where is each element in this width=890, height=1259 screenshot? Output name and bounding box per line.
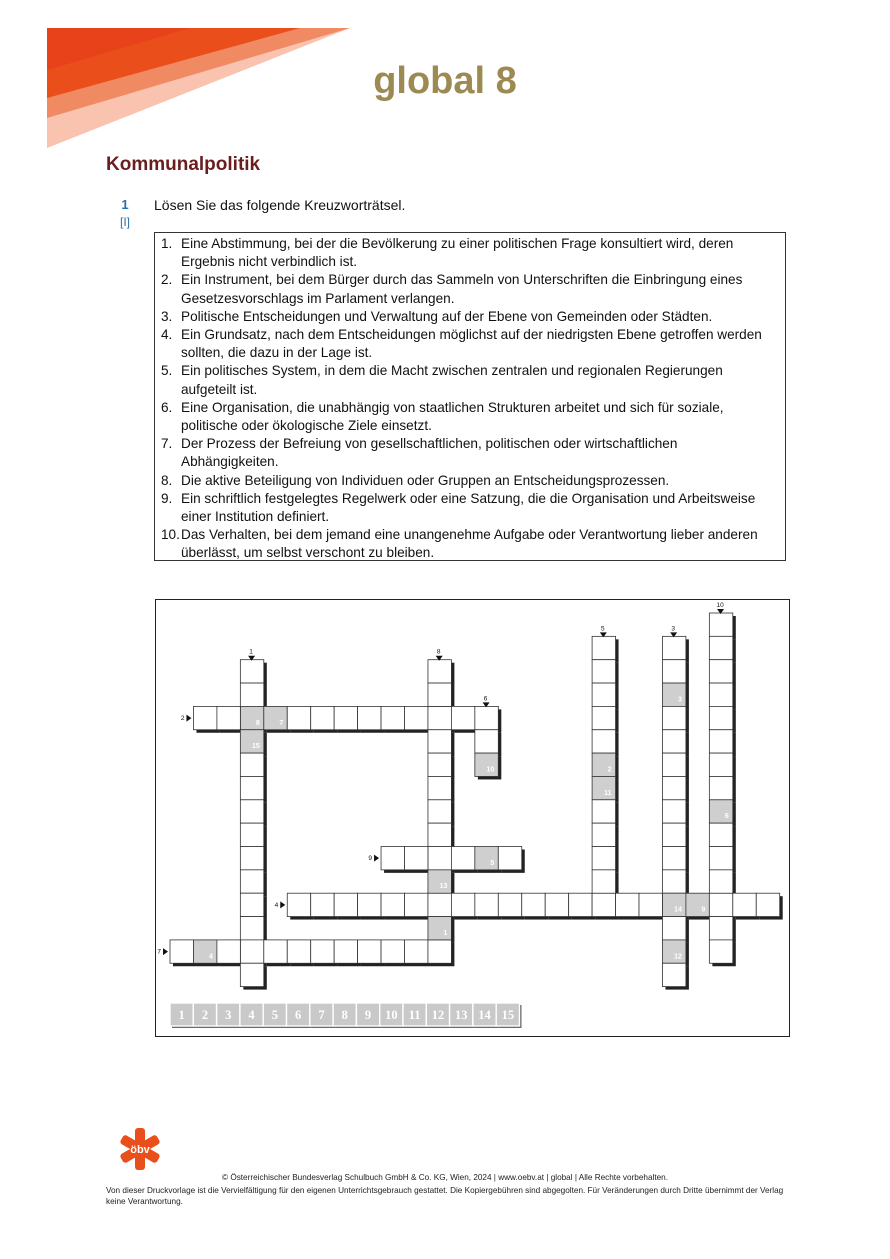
crossword-cell[interactable] (592, 636, 615, 659)
solution-cell[interactable] (428, 917, 451, 940)
clue-number: 3. (161, 308, 173, 324)
crossword-cell[interactable] (662, 730, 685, 753)
crossword-cell[interactable] (311, 893, 334, 916)
solution-slot-number: 13 (455, 1008, 468, 1022)
clue-number: 1. (161, 236, 173, 251)
clue-text: Ein Grundsatz, nach dem Entscheidungen möglichst auf der niedrigsten Ebene getroffen werden sollten, die dazu in der Lage ist. (181, 327, 762, 361)
solution-slot-number: 11 (408, 1008, 421, 1022)
word-label: 9 (368, 855, 373, 863)
crossword-cell[interactable] (451, 847, 474, 870)
crossword-cell[interactable] (709, 847, 732, 870)
crossword-cell[interactable] (709, 753, 732, 776)
solution-slot-number: 14 (478, 1008, 491, 1022)
crossword-cell[interactable] (709, 917, 732, 940)
crossword-cell[interactable] (240, 917, 263, 940)
clue-text: Politische Entscheidungen und Verwaltung auf der Ebene von Gemeinden oder Städten. (181, 308, 713, 324)
crossword-cell[interactable] (592, 893, 615, 916)
oebv-logo-text: öbv (130, 1144, 150, 1156)
crossword-cell[interactable] (451, 893, 474, 916)
crossword-cell[interactable] (217, 940, 240, 963)
crossword-cell[interactable] (240, 683, 263, 706)
clue-item (161, 271, 777, 307)
crossword-cell[interactable] (240, 870, 263, 893)
crossword-cell[interactable] (428, 706, 451, 729)
clue-item (161, 399, 777, 435)
crossword-cell[interactable] (170, 940, 193, 963)
word-label: 4 (274, 901, 279, 909)
solution-slot-number: 4 (248, 1008, 255, 1022)
clue-number: 6. (161, 399, 173, 415)
crossword-cell[interactable] (405, 893, 428, 916)
crossword-cell[interactable] (709, 776, 732, 799)
solution-cell[interactable] (686, 893, 709, 916)
crossword-cell[interactable] (662, 823, 685, 846)
clue-item (161, 490, 777, 526)
clue-text: Eine Organisation, die unabhängig von staatlichen Strukturen arbeitet und sich für soziale, politische oder ökologische Ziele einsetzt. (181, 399, 724, 434)
clue-item (161, 435, 777, 471)
clue-number: 4. (161, 327, 173, 343)
crossword-cell[interactable] (662, 636, 685, 659)
word-label: 1 (249, 648, 253, 656)
crossword-cell[interactable] (240, 660, 263, 683)
crossword-cell[interactable] (358, 706, 381, 729)
crossword-cell[interactable] (569, 893, 592, 916)
crossword-cell[interactable] (334, 940, 357, 963)
clue-item (161, 308, 777, 326)
crossword-cell[interactable] (428, 683, 451, 706)
crossword-cell[interactable] (662, 963, 685, 986)
task-number: 1 (121, 197, 129, 212)
solution-cell[interactable] (709, 800, 732, 823)
solution-slot-number: 12 (431, 1008, 445, 1022)
crossword-cell[interactable] (428, 823, 451, 846)
crossword-cell[interactable] (428, 940, 451, 963)
solution-cell-number: 14 (674, 906, 682, 914)
solution-cell-number: 1 (443, 929, 448, 937)
crossword-cell[interactable] (240, 776, 263, 799)
solution-cell-number: 8 (255, 719, 260, 727)
crossword-cell[interactable] (756, 893, 779, 916)
solution-slot-number: 15 (501, 1008, 515, 1022)
crossword-cell[interactable] (428, 753, 451, 776)
section-title: Kommunalpolitik (106, 154, 261, 175)
crossword-cell[interactable] (662, 870, 685, 893)
crossword-cell[interactable] (311, 706, 334, 729)
solution-slot-number: 5 (271, 1008, 278, 1022)
solution-cell-number: 6 (724, 813, 729, 821)
brand-title: global 8 (373, 60, 517, 102)
solution-slot-number: 8 (341, 1008, 348, 1022)
footer-note: Von dieser Druckvorlage ist die Vervielfältigung für den eigenen Unterrichtsgebrauch gestattet. Die Kopiergebühren sind abgegolten. Für Veränderungen durch Dritte übernimmt der Verlag keine Verantwortung. (106, 1186, 784, 1206)
clue-number: 7. (161, 436, 173, 452)
crossword-cell[interactable] (358, 893, 381, 916)
crossword-cell[interactable] (381, 893, 404, 916)
crossword-cell[interactable] (475, 706, 498, 729)
task-level: [I] (119, 215, 130, 229)
crossword-cell[interactable] (662, 800, 685, 823)
crossword-cell[interactable] (334, 893, 357, 916)
crossword-cell[interactable] (592, 847, 615, 870)
crossword-cell[interactable] (662, 660, 685, 683)
crossword-cell[interactable] (264, 940, 287, 963)
crossword-cell[interactable] (709, 613, 732, 636)
crossword-cell[interactable] (709, 870, 732, 893)
crossword-cell[interactable] (217, 706, 240, 729)
crossword-cell[interactable] (709, 683, 732, 706)
crossword-frame (155, 599, 790, 1037)
crossword-cell[interactable] (733, 893, 756, 916)
solution-cell[interactable] (193, 940, 216, 963)
crossword-cell[interactable] (428, 800, 451, 823)
solution-slot-number: 6 (295, 1008, 302, 1022)
crossword-cell[interactable] (709, 940, 732, 963)
solution-slot-number: 9 (364, 1008, 372, 1022)
solution-cell[interactable] (264, 706, 287, 729)
clue-text: Das Verhalten, bei dem jemand eine unangenehme Aufgabe oder Verantwortung lieber anderen überlässt, um selbst verschont zu bleiben. (181, 527, 758, 561)
clue-text: Ein Instrument, bei dem Bürger durch das Sammeln von Unterschriften die Einbringung eines Gesetzesvorschlags im Parlament verlangen. (181, 272, 743, 306)
crossword-cell[interactable] (240, 963, 263, 986)
crossword-cell[interactable] (709, 893, 732, 916)
right-arrow-icon (186, 715, 191, 722)
crossword-cell[interactable] (522, 893, 545, 916)
crossword-cell[interactable] (592, 800, 615, 823)
crossword-cell[interactable] (475, 893, 498, 916)
solution-cell[interactable] (240, 706, 263, 729)
crossword-cell[interactable] (240, 940, 263, 963)
crossword-cell[interactable] (592, 730, 615, 753)
clue-text: Ein schriftlich festgelegtes Regelwerk oder eine Satzung, die die Organisation und Arbeitsweise einer Institution definiert. (181, 490, 756, 525)
solution-slot-number: 7 (318, 1008, 325, 1022)
crossword-cell[interactable] (639, 893, 662, 916)
crossword-cell[interactable] (428, 847, 451, 870)
word-label: 2 (180, 715, 185, 723)
solution-cell-number: 11 (604, 789, 612, 797)
solution-slot-number: 3 (225, 1008, 232, 1022)
right-arrow-icon (163, 948, 168, 955)
crossword-grid[interactable] (156, 600, 789, 1036)
crossword-cell[interactable] (381, 940, 404, 963)
crossword-cell[interactable] (240, 753, 263, 776)
solution-cell-number: 7 (279, 719, 284, 727)
crossword-cell[interactable] (381, 847, 404, 870)
clue-item (161, 235, 777, 271)
clue-text: Der Prozess der Befreiung von gesellschaftlichen, politischen oder wirtschaftlichen Abhängigkeiten. (181, 436, 678, 470)
solution-cell-number: 15 (252, 743, 260, 751)
clue-number: 8. (161, 472, 173, 488)
crossword-cell[interactable] (592, 683, 615, 706)
crossword-cell[interactable] (662, 776, 685, 799)
crossword-cell[interactable] (405, 940, 428, 963)
crossword-cell[interactable] (240, 800, 263, 823)
solution-cell-number: 12 (674, 953, 682, 961)
crossword-cell[interactable] (475, 730, 498, 753)
solution-cell-number: 10 (486, 766, 495, 774)
word-label: 7 (157, 948, 161, 956)
word-label: 6 (483, 695, 488, 703)
crossword-cell[interactable] (709, 660, 732, 683)
task-instruction: Lösen Sie das folgende Kreuzworträtsel. (154, 197, 406, 213)
crossword-cell[interactable] (405, 706, 428, 729)
clue-item (161, 526, 777, 562)
crossword-cell[interactable] (240, 893, 263, 916)
solution-cell-number: 5 (490, 859, 495, 867)
word-label: 3 (671, 625, 675, 633)
word-label: 10 (716, 602, 724, 609)
clue-number: 9. (161, 490, 173, 506)
solution-cell-number: 3 (677, 696, 682, 704)
word-label: 5 (601, 625, 605, 633)
crossword-cell[interactable] (405, 847, 428, 870)
crossword-cell[interactable] (287, 940, 310, 963)
crossword-cell[interactable] (358, 940, 381, 963)
word-label: 8 (436, 648, 441, 656)
solution-cell-number: 2 (607, 766, 612, 774)
solution-cell[interactable] (592, 753, 615, 776)
footer-copyright: © Österreichischer Bundesverlag Schulbuch GmbH & Co. KG, Wien, 2024 | www.oebv.at | global | Alle Rechte vorbehalten. (222, 1173, 668, 1182)
crossword-cell[interactable] (287, 706, 310, 729)
solution-cell[interactable] (475, 847, 498, 870)
clue-item (161, 472, 777, 490)
crossword-cell[interactable] (334, 706, 357, 729)
crossword-cell[interactable] (240, 847, 263, 870)
crossword-cell[interactable] (592, 706, 615, 729)
clue-number: 2. (161, 272, 173, 288)
crossword-cell[interactable] (592, 660, 615, 683)
solution-slot-number: 10 (385, 1008, 398, 1022)
crossword-cell[interactable] (498, 847, 521, 870)
crossword-cell[interactable] (616, 893, 639, 916)
crossword-cell[interactable] (287, 893, 310, 916)
solution-cell-number: 13 (439, 883, 448, 891)
oebv-logo (118, 1126, 162, 1172)
right-arrow-icon (280, 901, 285, 908)
solution-slot-number: 1 (178, 1008, 185, 1022)
clue-text: Die aktive Beteiligung von Individuen oder Gruppen an Entscheidungsprozessen. (181, 472, 670, 488)
crossword-cell[interactable] (193, 706, 216, 729)
crossword-cell[interactable] (428, 660, 451, 683)
solution-slot-number: 2 (201, 1008, 209, 1022)
crossword-cell[interactable] (428, 776, 451, 799)
clue-number: 5. (161, 363, 173, 379)
solution-cell[interactable] (662, 683, 685, 706)
clue-item (161, 326, 777, 362)
crossword-cell[interactable] (311, 940, 334, 963)
crossword-cell[interactable] (709, 706, 732, 729)
crossword-cell[interactable] (709, 730, 732, 753)
crossword-cell[interactable] (428, 893, 451, 916)
crossword-cell[interactable] (662, 917, 685, 940)
crossword-cell[interactable] (709, 823, 732, 846)
crossword-cell[interactable] (240, 823, 263, 846)
clue-text: Eine Abstimmung, bei der die Bevölkerung zu einer politischen Frage konsultiert wird, deren Ergebnis nicht verbindlich ist. (181, 236, 734, 270)
crossword-cell[interactable] (662, 753, 685, 776)
crossword-cell[interactable] (592, 823, 615, 846)
crossword-cell[interactable] (545, 893, 568, 916)
clue-number: 10. (161, 527, 180, 543)
crossword-cell[interactable] (381, 706, 404, 729)
clue-item (161, 362, 777, 398)
crossword-cell[interactable] (662, 847, 685, 870)
crossword-cell[interactable] (662, 706, 685, 729)
crossword-cell[interactable] (451, 706, 474, 729)
crossword-cell[interactable] (498, 893, 521, 916)
solution-cell-number: 9 (701, 906, 706, 914)
right-arrow-icon (374, 855, 379, 862)
clue-text: Ein politisches System, in dem die Macht zwischen zentralen und regionalen Regierungen aufgeteilt ist. (181, 363, 723, 397)
clue-box (154, 232, 786, 561)
crossword-cell[interactable] (709, 636, 732, 659)
crossword-cell[interactable] (592, 870, 615, 893)
solution-cell-number: 4 (208, 953, 213, 961)
crossword-cell[interactable] (428, 730, 451, 753)
